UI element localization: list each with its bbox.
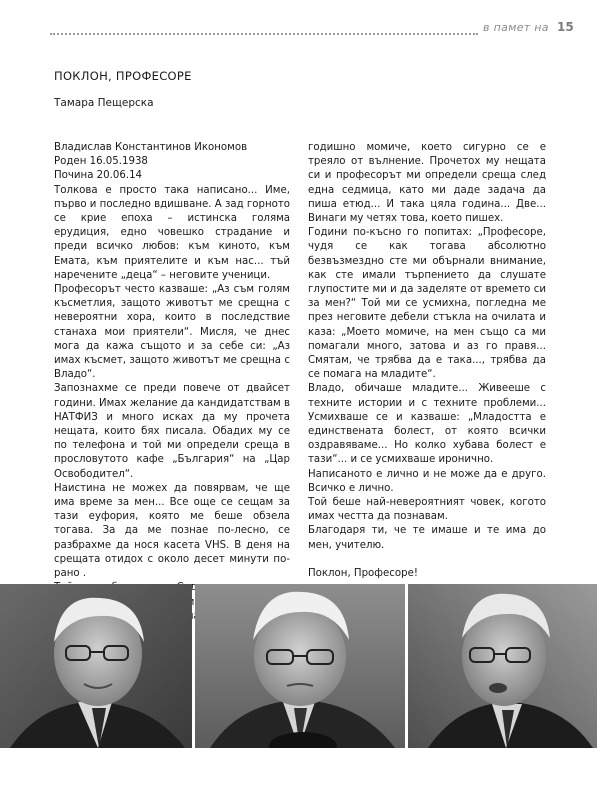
dotted-rule bbox=[50, 24, 478, 35]
portrait-photo-left bbox=[0, 584, 192, 748]
running-header bbox=[50, 22, 582, 36]
paragraph: Професорът често казваше: „Аз съм голям късметлия, защото животът ме срещна с невероятни хора, които в последствие станаха мои приятели“. Мисля, че днес мога да кажа същото и за себе си: „Аз имах късмет, защото животът ме срещна с Владо“. bbox=[54, 284, 290, 381]
paragraph: годишно момиче, което сигурно се е треяло от вълнение. Прочетох му нещата си и професорът ми определи среща след една седмица, като ми даде задача да пиша етюд... И така цяла година... Две... Винаги му четях това, което пишех. bbox=[308, 142, 546, 225]
bio-died: Почина 20.06.14 bbox=[54, 170, 143, 182]
section-label: в памет на bbox=[483, 21, 549, 34]
paragraph: Благодаря ти, че те имаше и те има до мен, учителю. bbox=[308, 525, 546, 551]
closing-line: Поклон, Професоре! bbox=[308, 567, 418, 579]
photo-strip bbox=[0, 584, 600, 748]
paragraph: Наистина не можех да повярвам, че ще има време за мен... Все още се сещам за тази еуфория, която ме беше обзела тогава. За да ме познае по-лесно, се разбрахме да нося касета VHS. В деня на срещата отидох с около десет минути по-рано . bbox=[54, 482, 290, 580]
portrait-photo-center bbox=[195, 584, 405, 748]
paragraph: Години по-късно го попитах: „Професоре, чудя се как тогава абсолютно безвъзмездно сте ми обърнали внимание, как сте имали търпението да слушате глупостите ми и да заделяте от времето си за мен?“ Той ми се усмихна, погледна ме през неговите дебели стъкла на очилата и каза: „Моето момиче, на мен също са ми помагали много, затова и аз го правя... Смятам, че трябва да е така..., трябва да се помага на младите“. bbox=[308, 227, 546, 381]
paragraph: Владо, обичаше младите... Живееше с техните истории и с техните проблеми... Усмихваше се и казваше: „Младостта е единствената болест, от която всички оздравяваме... Но колко хубава болест е тази“... и се усмихваше иронично. bbox=[308, 383, 546, 466]
right-column bbox=[308, 141, 546, 581]
article-title: ПОКЛОН, ПРОФЕСОРЕ bbox=[54, 69, 192, 83]
bio-name: Владислав Константинов Икономов bbox=[54, 142, 248, 153]
article-author: Тамара Пещерска bbox=[54, 97, 154, 109]
paragraph: Запознахме се преди повече от двайсет години. Имах желание да кандидатствам в НАТФИЗ и много исках да му прочета нещата, които бях писала. Обадих му се по телефона и той ми определи среща в прословутото кафе „България“ на „Цар Освободител“. bbox=[54, 383, 290, 480]
paragraph: Написаното е лично и не може да е друго. Всичко е лично. bbox=[308, 468, 546, 494]
bio-born: Роден 16.05.1938 bbox=[54, 156, 148, 168]
paragraph: Той беше най-невероятният човек, когото имах честта да познавам. bbox=[308, 497, 546, 523]
page-number: 15 bbox=[557, 20, 574, 34]
paragraph: Толкова е просто така написано... Име, първо и последно вдишване. А зад горното се крие епоха – истинска голяма ерудиция, едно човешко страдание и преди всичко любов: към киното, към Емата, към приятелите и към нас... тъй наречените „деца“ – неговите ученици. bbox=[54, 184, 291, 281]
left-column bbox=[54, 141, 290, 638]
portrait-photo-right bbox=[408, 584, 597, 748]
